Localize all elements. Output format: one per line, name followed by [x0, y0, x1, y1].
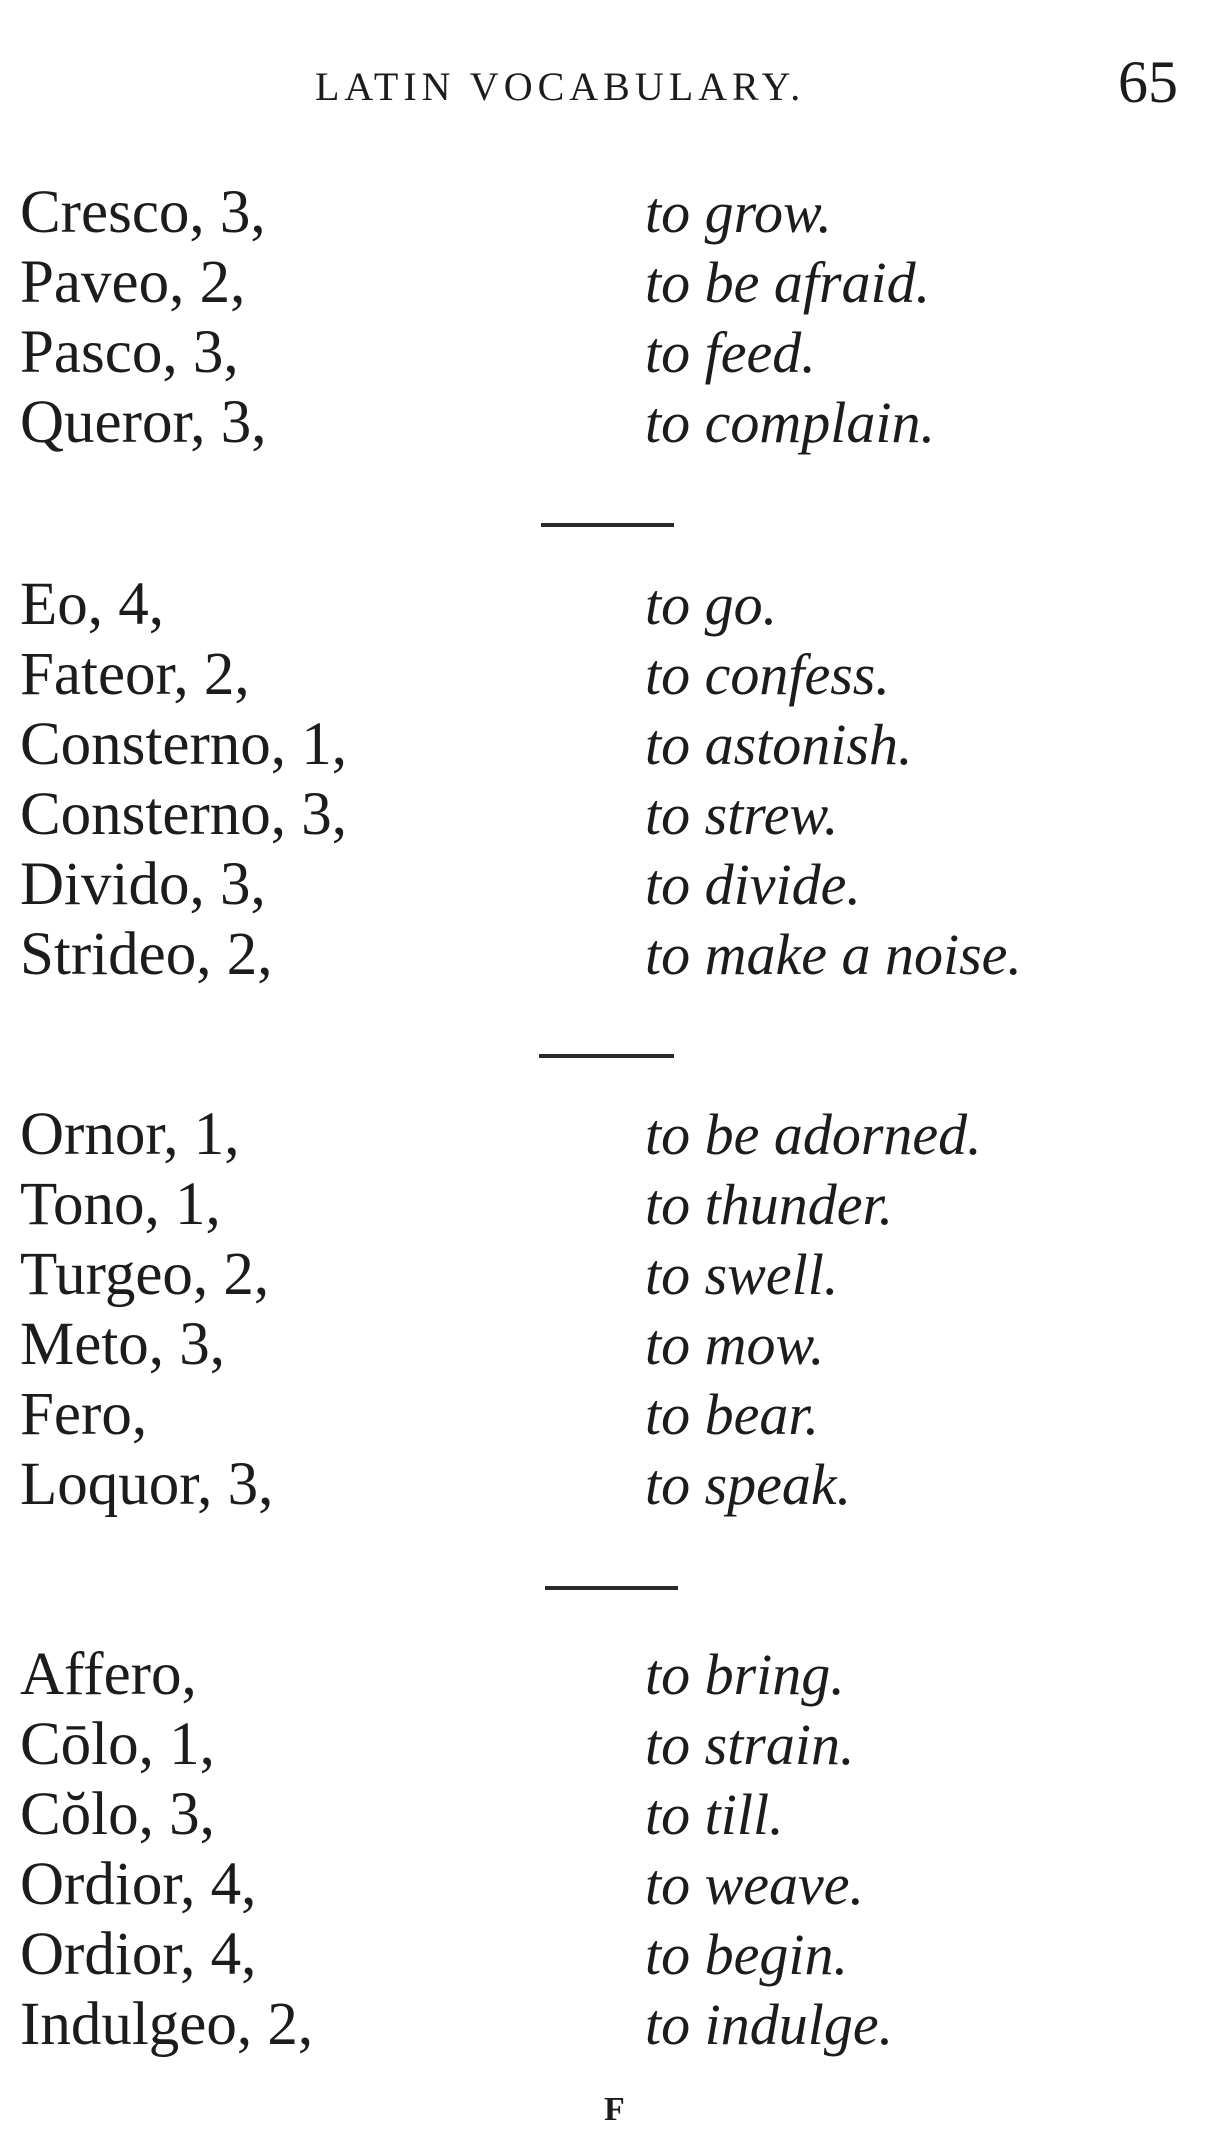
vocabulary-entry — [0, 920, 1216, 990]
latin-word: Ornor, 1, — [20, 1101, 240, 1168]
vocabulary-entry — [0, 1640, 1216, 1710]
latin-word: Pasco, 3, — [20, 319, 239, 386]
section-divider — [541, 523, 674, 527]
latin-word: Cōlo, 1, — [20, 1711, 215, 1778]
latin-word: Consterno, 3, — [20, 781, 348, 848]
vocabulary-entry — [0, 1850, 1216, 1920]
vocabulary-entry — [0, 1450, 1216, 1520]
vocabulary-group — [0, 178, 1216, 458]
vocabulary-entry — [0, 710, 1216, 780]
english-meaning: to make a noise. — [645, 922, 1022, 987]
english-meaning: to thunder. — [645, 1172, 894, 1237]
english-meaning: to astonish. — [645, 712, 913, 777]
english-meaning: to be adorned. — [645, 1102, 982, 1167]
english-meaning: to confess. — [645, 642, 890, 707]
english-meaning: to bring. — [645, 1642, 845, 1707]
vocabulary-entry — [0, 570, 1216, 640]
page-number: 65 — [1118, 49, 1178, 115]
latin-word: Meto, 3, — [20, 1311, 226, 1378]
section-divider — [545, 1586, 678, 1590]
vocabulary-entry — [0, 640, 1216, 710]
page-title: LATIN VOCABULARY. — [315, 64, 806, 109]
english-meaning: to bear. — [645, 1382, 819, 1447]
vocabulary-group — [0, 1640, 1216, 2060]
vocabulary-entry — [0, 1920, 1216, 1990]
english-meaning: to grow. — [645, 180, 832, 245]
latin-word: Divido, 3, — [20, 851, 266, 918]
english-meaning: to indulge. — [645, 1992, 894, 2057]
vocabulary-entry — [0, 1240, 1216, 1310]
latin-word: Loquor, 3, — [20, 1451, 274, 1518]
english-meaning: to till. — [645, 1782, 784, 1847]
vocabulary-entry — [0, 1100, 1216, 1170]
vocabulary-entry — [0, 1710, 1216, 1780]
section-divider — [539, 1054, 674, 1058]
latin-word: Eo, 4, — [20, 571, 165, 638]
running-head — [0, 49, 1216, 115]
english-meaning: to divide. — [645, 852, 861, 917]
vocabulary-group — [0, 570, 1216, 990]
latin-word: Tono, 1, — [20, 1171, 221, 1238]
latin-word: Turgeo, 2, — [20, 1241, 270, 1308]
english-meaning: to go. — [645, 572, 778, 637]
vocabulary-entry — [0, 780, 1216, 850]
latin-word: Cresco, 3, — [20, 179, 266, 246]
english-meaning: to weave. — [645, 1852, 865, 1917]
english-meaning: to feed. — [645, 320, 816, 385]
vocabulary-entry — [0, 1780, 1216, 1850]
english-meaning: to strew. — [645, 782, 839, 847]
english-meaning: to begin. — [645, 1922, 848, 1987]
latin-word: Paveo, 2, — [20, 249, 246, 316]
english-meaning: to speak. — [645, 1452, 852, 1517]
latin-word: Ordior, 4, — [20, 1851, 257, 1918]
latin-word: Fateor, 2, — [20, 641, 250, 708]
latin-word: Strideo, 2, — [20, 921, 273, 988]
latin-word: Fero, — [20, 1381, 148, 1448]
latin-word: Ordior, 4, — [20, 1921, 257, 1988]
vocabulary-entry — [0, 1170, 1216, 1240]
english-meaning: to complain. — [645, 390, 935, 455]
english-meaning: to swell. — [645, 1242, 839, 1307]
vocabulary-entry — [0, 388, 1216, 458]
vocabulary-entry — [0, 850, 1216, 920]
vocabulary-entry — [0, 1380, 1216, 1450]
latin-word: Cŏlo, 3, — [20, 1781, 215, 1848]
vocabulary-entry — [0, 178, 1216, 248]
latin-word: Indulgeo, 2, — [20, 1991, 314, 2058]
english-meaning: to strain. — [645, 1712, 855, 1777]
vocabulary-entry — [0, 1990, 1216, 2060]
english-meaning: to mow. — [645, 1312, 825, 1377]
latin-word: Consterno, 1, — [20, 711, 348, 778]
latin-word: Affero, — [20, 1641, 197, 1708]
signature-mark: F — [604, 2091, 625, 2128]
vocabulary-entry — [0, 318, 1216, 388]
vocabulary-entry — [0, 248, 1216, 318]
english-meaning: to be afraid. — [645, 250, 931, 315]
vocabulary-entry — [0, 1310, 1216, 1380]
latin-word: Queror, 3, — [20, 389, 267, 456]
vocabulary-group — [0, 1100, 1216, 1520]
